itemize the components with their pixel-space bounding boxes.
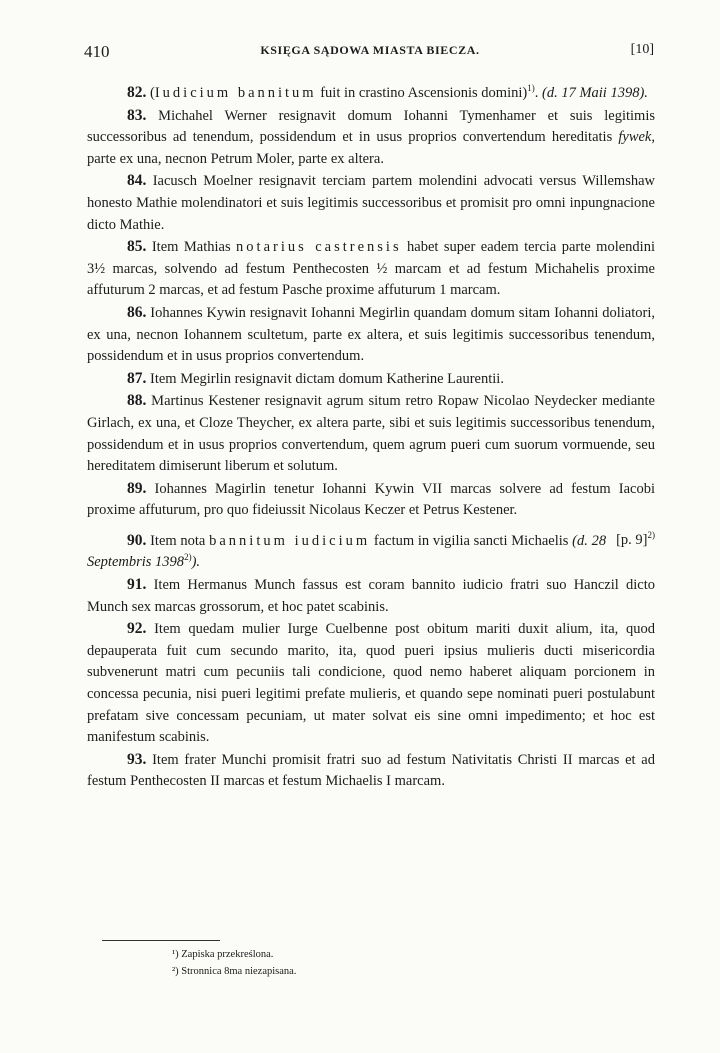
entry-number: 87. — [127, 369, 147, 387]
entry-date-end: ). — [191, 554, 201, 571]
entry-number: 86. — [127, 303, 147, 321]
italic-term: fywek — [618, 129, 652, 146]
entry-number: 84. — [127, 172, 147, 190]
page-reference — [616, 530, 655, 552]
entry-number: 90. — [127, 531, 147, 549]
entry-text: ( — [150, 85, 155, 101]
footnote-mark: 2) — [184, 552, 192, 563]
entry-date: (d. 17 Maii 1398). — [541, 85, 648, 101]
entry-84 — [87, 170, 655, 236]
spaced-text: bannitum iudicium — [209, 532, 371, 549]
entry-91 — [87, 574, 655, 618]
entry-text: Iohannes Kywin resignavit Iohanni Megirlin quandam domum sitam Iohanni doliatori, ex una, necnon Iohannem scultetum, parte ex altera, et suis legitimis successoribus tenendum, possidendum et in usus proprios convertendum. — [87, 304, 655, 365]
entry-text: Iacusch Moelner resignavit terciam partem molendini advocati versus Willemshaw honesto Mathie molendinatori et suis legitimis successoribus et promisit pro omni inpungnacione dicto Mathie. — [87, 173, 655, 233]
entry-text: habet super eadem tercia parte molendini 3½ marcas, solvendo ad festum Penthecosten ½ marcam et ad festum Michahelis proxime affuturum 2 marcas, et ad festum Pasche proxime affuturum 1 marcam. — [87, 239, 655, 299]
footnote-mark: 2) — [647, 530, 655, 541]
entry-83 — [87, 105, 655, 171]
entry-90 — [87, 530, 655, 574]
entry-text: Item frater Munchi promisit fratri suo ad festum Nativitatis Christi II marcas et ad festum Penthecosten II marcas et festum Michaelis I marcam. — [87, 751, 655, 790]
entry-text: Item quedam mulier Iurge Cuelbenne post obitum mariti duxit alium, ita, quod depauperata fuit cum secundo marito, ita, quod pueri ipsius mulieris ducti misericordia subvenerunt matri cum pecuniis tali condicione, quod nemo haberet aliquam porcionem in concessa pecunia, nisi pueri legitimi prefate mulieris, et quando sepe nominati pueri postulabunt prefatam sive concessam pecuniam, ut mater solvat eis sine omni impedimento; et hoc est manifestum scabinis. — [87, 621, 655, 746]
footnote-2: ²) Stronnica 8ma niezapisana. — [172, 966, 297, 977]
entry-text: Martinus Kestener resignavit agrum situm retro Ropaw Nicolao Neydecker mediante Girlach, ex una, et Cloze Theycher, ex altera parte, sibi et suis legitimis successoribus tenendum, possidendum et in usus proprios convertendum, quem agrum pueri cum suorum vormuende, seu hereditatem dimiserunt liberum et solutum. — [87, 393, 655, 475]
footnote-1: ¹) Zapiska przekreślona. — [172, 949, 274, 960]
entry-82 — [87, 82, 655, 105]
entry-number: 91. — [127, 576, 147, 594]
page-header — [84, 40, 656, 64]
entry-text: factum in vigilia sancti Michaelis — [370, 532, 573, 549]
entry-date: (d. 28 Septembris 1398 — [87, 532, 607, 571]
entry-text: Iohannes Magirlin tenetur Iohanni Kywin VII marcas solvere ad festum Iacobi proxime affuturum, pro quo fideiussit Nicolaus Keczer et Petrus Kestener. — [87, 480, 655, 519]
entry-number: 93. — [127, 750, 147, 768]
entry-number: 82. — [127, 84, 147, 101]
entry-text: Item Megirlin resignavit dictam domum Katherine Laurentii. — [146, 370, 504, 387]
entry-number: 92. — [127, 620, 147, 638]
running-title: KSIĘGA SĄDOWA MIASTA BIECZA. — [260, 43, 480, 57]
entry-text: . — [534, 85, 539, 101]
entry-text: Item Hermanus Munch fassus est coram bannito iudicio fratri suo Hanczil dicto Munch sex marcas grossorum, et hoc patet scabinis. — [87, 577, 655, 615]
entry-93 — [87, 749, 655, 793]
entry-text: , parte ex una, necnon Petrum Moler, parte ex altera. — [87, 129, 655, 167]
entry-88 — [87, 390, 655, 477]
entry-number: 89. — [127, 479, 147, 497]
text-body — [87, 82, 655, 793]
page-reference-text: [p. 9] — [616, 531, 648, 548]
entry-number: 83. — [127, 106, 147, 124]
entry-number: 88. — [127, 392, 147, 410]
page-number: 410 — [84, 42, 110, 61]
entry-text: Item Mathias — [146, 239, 237, 256]
entry-86 — [87, 302, 655, 368]
footnote-divider — [102, 940, 220, 941]
entry-87 — [87, 368, 655, 391]
sheet-number: [10] — [630, 42, 654, 57]
entry-text: Michahel Werner resignavit domum Iohanni Tymenhamer et suis legitimis successoribus ad tenendum, possidendum et in usus proprios convertendum hereditatis — [87, 107, 655, 146]
entry-89 — [87, 478, 655, 522]
spaced-text: Iudicium bannitum — [154, 85, 317, 101]
entry-85 — [87, 236, 655, 302]
footnote-mark: 1) — [527, 83, 535, 94]
entry-92 — [87, 618, 655, 749]
entry-number: 85. — [127, 238, 147, 256]
footnotes — [172, 946, 572, 980]
spaced-text: notarius castrensis — [236, 239, 402, 256]
entry-text: Item nota — [146, 532, 210, 549]
entry-text: fuit in crastino Ascensionis domini) — [316, 85, 528, 101]
